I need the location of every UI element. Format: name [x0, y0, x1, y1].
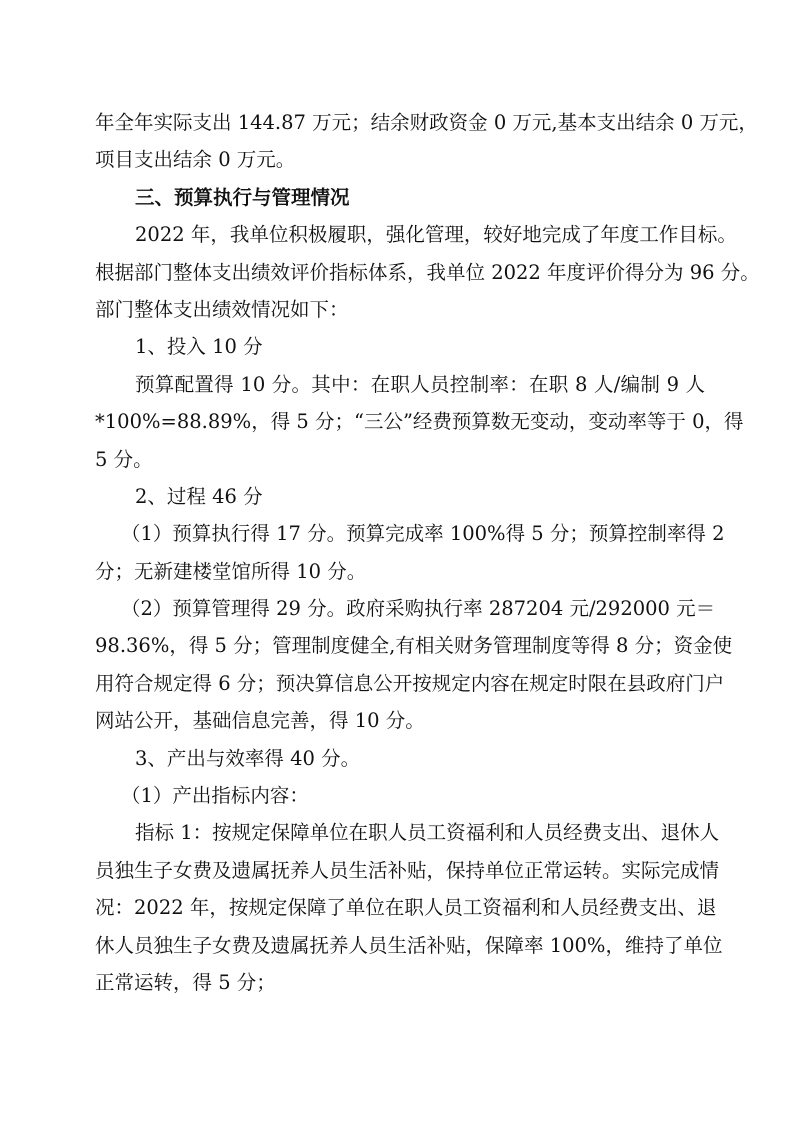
- text-line: 年全年实际支出 144.87 万元；结余财政资金 0 万元,基本支出结余 0 万元，: [95, 111, 758, 134]
- text-line: 况：2022 年，按规定保障了单位在职人员工资福利和人员经费支出、退: [95, 896, 717, 920]
- text-line: 2、过程 46 分: [135, 484, 263, 508]
- text-line: 1、投入 10 分: [135, 335, 263, 359]
- text-line: 5 分。: [95, 447, 153, 471]
- text-line: 网站公开，基础信息完善，得 10 分。: [95, 709, 425, 733]
- text-line: 分；无新建楼堂馆所得 10 分。: [95, 559, 367, 583]
- text-line: （1）产出指标内容：: [121, 784, 309, 808]
- text-line: 项目支出结余 0 万元。: [95, 148, 296, 172]
- text-line: 预算配置得 10 分。其中：在职人员控制率：在职 8 人/编制 9 人: [135, 372, 705, 396]
- text-line: 指标 1：按规定保障单位在职人员工资福利和人员经费支出、退休人: [135, 821, 720, 845]
- text-line: 2022 年，我单位积极履职，强化管理，较好地完成了年度工作目标。: [135, 223, 737, 247]
- text-line: （1）预算执行得 17 分。预算完成率 100%得 5 分；预算控制率得 2: [121, 522, 725, 546]
- text-line: 根据部门整体支出绩效评价指标体系，我单位 2022 年度评价得分为 96 分。: [95, 260, 760, 284]
- text-line: 用符合规定得 6 分；预决算信息公开按规定内容在规定时限在县政府门户: [95, 671, 725, 695]
- text-line: 98.36%，得 5 分；管理制度健全,有相关财务管理制度等得 8 分；资金使: [95, 634, 733, 658]
- document-page: [95, 104, 760, 1001]
- text-line: 休人员独生子女费及遗属抚养人员生活补贴，保障率 100%，维持了单位: [95, 933, 723, 957]
- section-heading: 三、预算执行与管理情况: [135, 185, 350, 209]
- text-line: （2）预算管理得 29 分。政府采购执行率 287204 元/292000 元＝: [121, 597, 716, 621]
- text-line: 员独生子女费及遗属抚养人员生活补贴，保持单位正常运转。实际完成情: [95, 858, 720, 882]
- text-line: 部门整体支出绩效情况如下：: [95, 297, 349, 321]
- text-line: 正常运转，得 5 分；: [95, 970, 276, 994]
- text-line: 3、产出与效率得 40 分。: [135, 746, 361, 770]
- text-line: *100%=88.89%，得 5 分；“三公”经费预算数无变动，变动率等于 0，得: [95, 410, 744, 434]
